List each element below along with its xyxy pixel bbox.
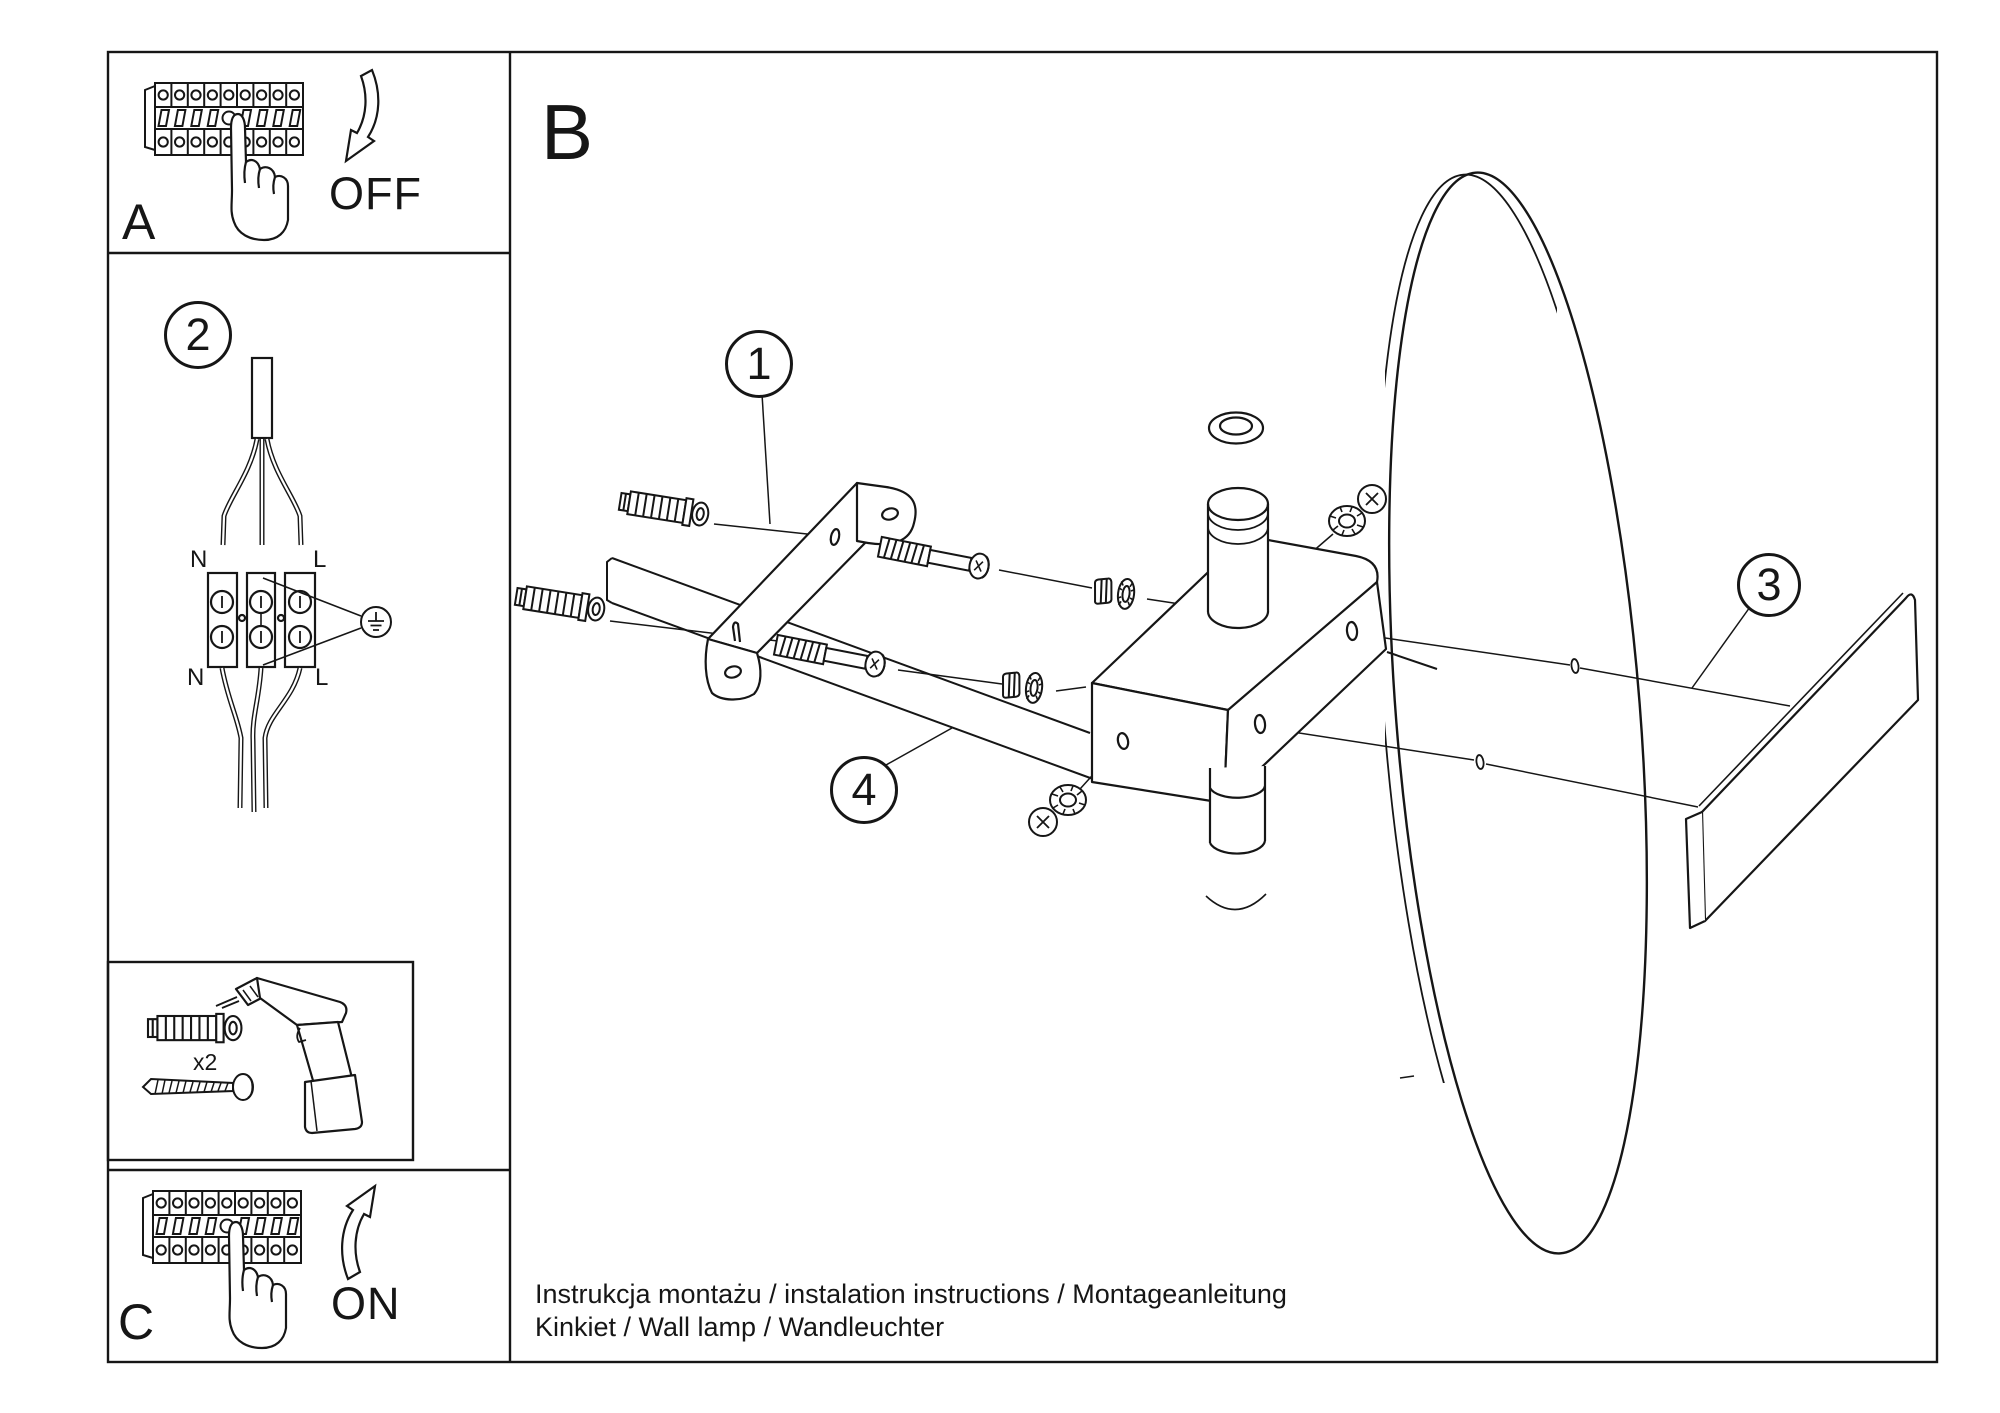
footer-product-multilang: Kinkiet / Wall lamp / Wandleuchter <box>535 1312 945 1342</box>
bulb-cylinder-part <box>1208 413 1268 629</box>
drill-icon <box>216 978 362 1133</box>
on-label: ON <box>331 1278 401 1329</box>
callout-2 <box>164 301 232 369</box>
circuit-breaker-icon <box>145 83 303 155</box>
curved-arrow-down-icon <box>346 70 378 161</box>
wall-plug-icon <box>148 1014 241 1042</box>
footer-title-multilang: Instrukcja montażu / instalation instructions / Montageanleitung <box>535 1279 1287 1309</box>
callout-2-number: 2 <box>185 309 211 360</box>
frame-borders <box>108 52 1937 1362</box>
circuit-breaker-icon <box>143 1191 301 1263</box>
callout-1-number: 1 <box>746 338 772 389</box>
wood-screw-icon <box>143 1074 253 1100</box>
wall-board-part3 <box>1686 593 1918 928</box>
callout-1 <box>725 330 793 398</box>
screw-quantity: x2 <box>193 1049 218 1075</box>
off-label: OFF <box>329 168 422 219</box>
terminal-n-top: N <box>190 546 208 573</box>
cable-wires <box>223 439 301 545</box>
panel-a-label: A <box>122 194 156 250</box>
terminal-block-icon <box>208 573 315 667</box>
terminal-n-bottom: N <box>187 664 205 691</box>
terminal-l-bottom: L <box>315 664 329 691</box>
panel-c-label: C <box>118 1294 155 1350</box>
panel-b-label: B <box>541 88 594 176</box>
callout-4 <box>830 756 898 824</box>
power-cable-icon <box>252 358 272 438</box>
lamp-shade-disc-part <box>1342 163 1682 1265</box>
callout-4-number: 4 <box>851 764 877 815</box>
bottom-cylinder-stub <box>1206 766 1266 910</box>
callout-3 <box>1737 553 1801 617</box>
callout-3-number: 3 <box>1756 559 1782 610</box>
terminal-l-top: L <box>313 546 327 573</box>
curved-arrow-up-icon <box>342 1186 375 1279</box>
lamp-wires <box>222 668 300 812</box>
